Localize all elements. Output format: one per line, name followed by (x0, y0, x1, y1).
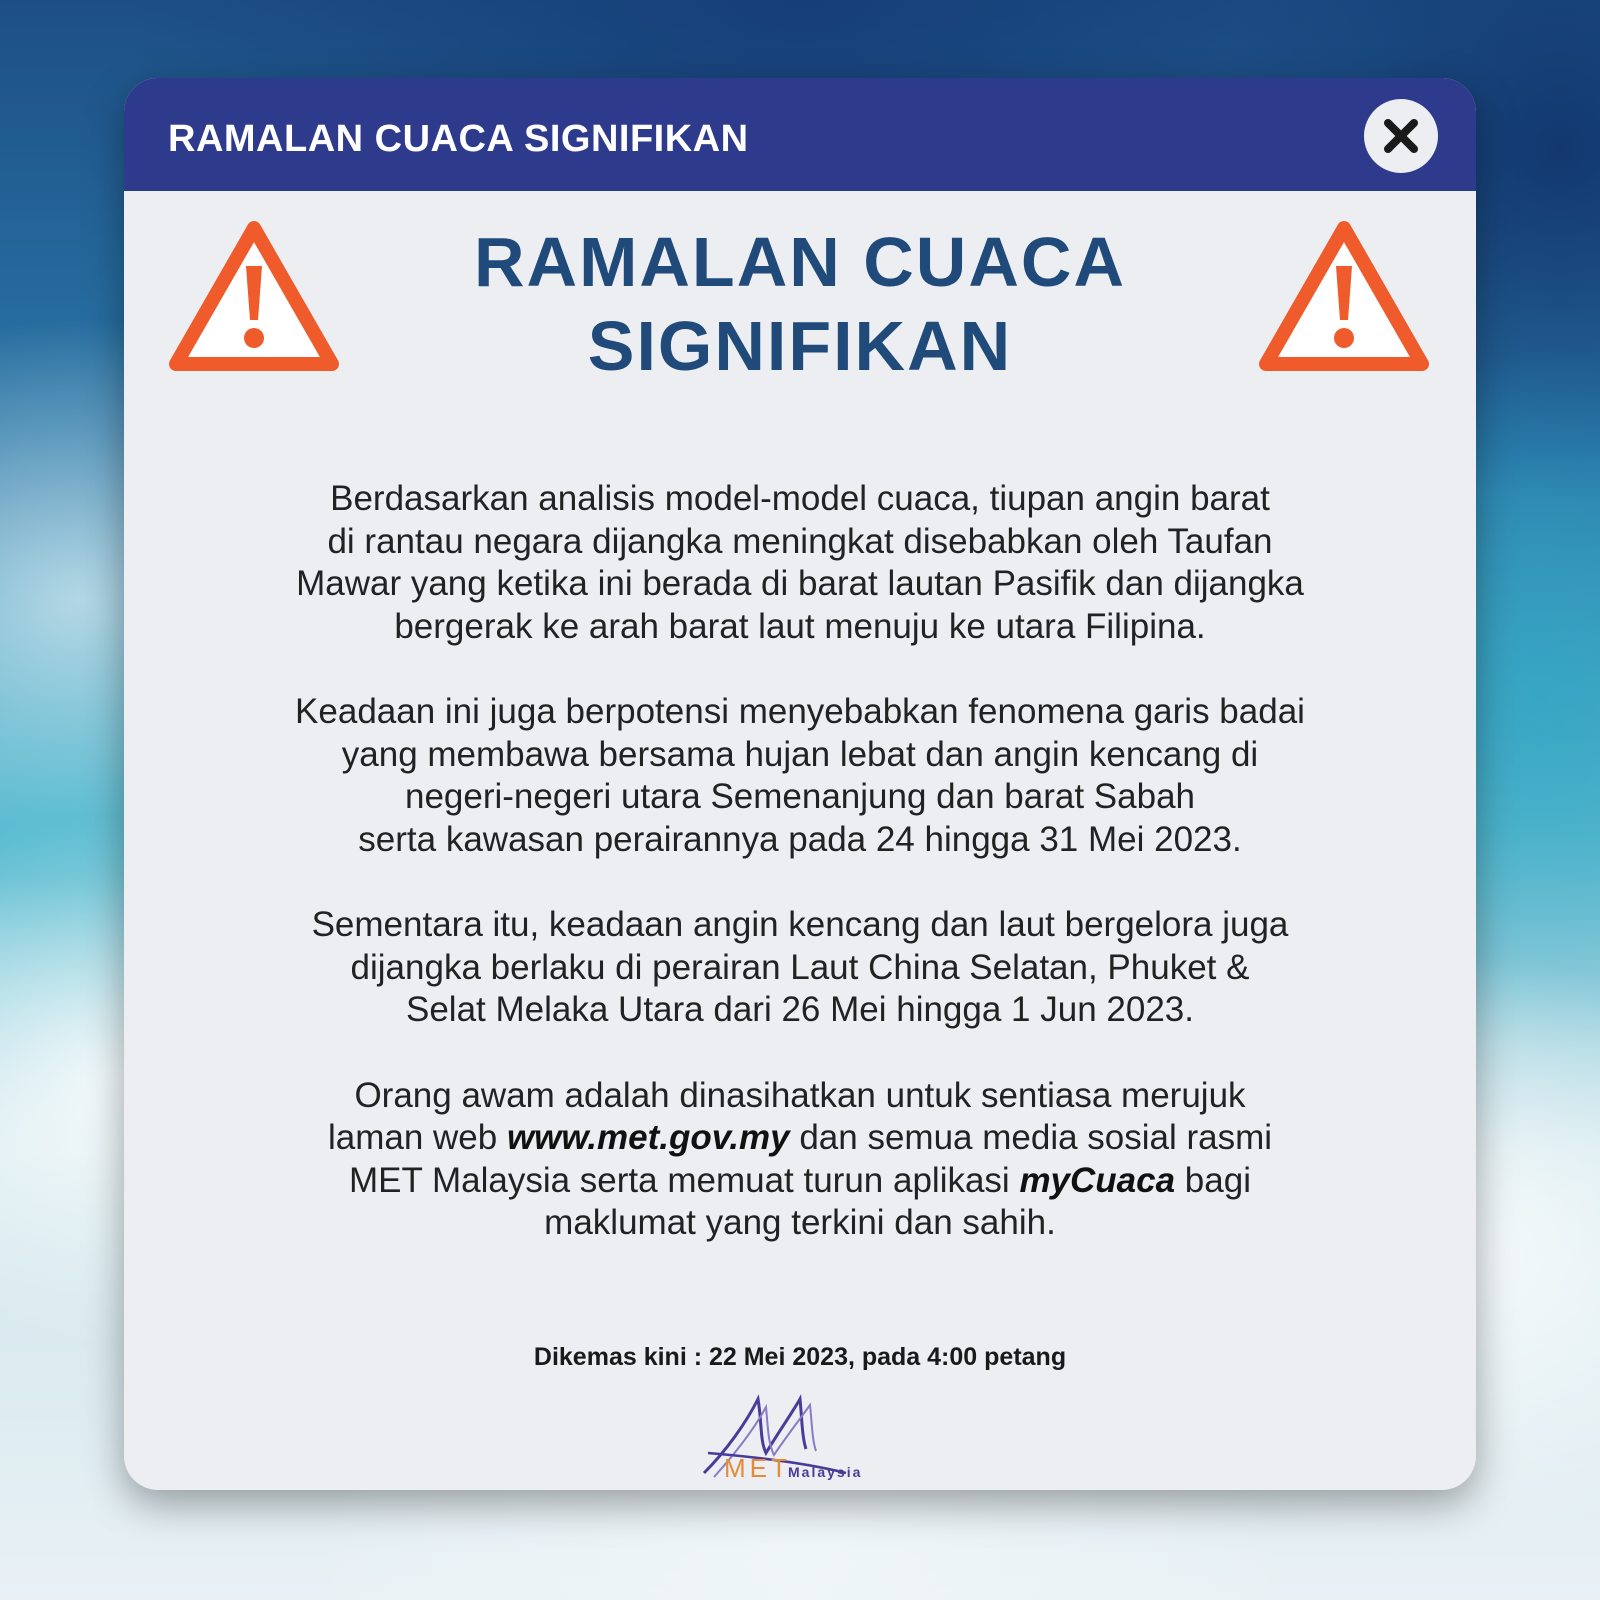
text-line: Sementara itu, keadaan angin kencang dan laut bergelora juga (311, 905, 1289, 944)
advisory-paragraph-2 (184, 691, 1416, 861)
text-line (184, 1117, 1416, 1160)
text-line: bergerak ke arah barat laut menuju ke utara Filipina. (394, 606, 1206, 646)
page-title-line: SIGNIFIKAN (587, 307, 1013, 385)
page-title (324, 220, 1276, 388)
advisory-body (184, 478, 1416, 1288)
close-button[interactable] (1364, 99, 1438, 173)
last-updated-text: Dikemas kini : 22 Mei 2023, pada 4:00 petang (533, 1343, 1067, 1371)
text-fragment: dan semua media sosial rasmi (789, 1118, 1273, 1157)
advisory-paragraph-4 (184, 1075, 1416, 1245)
text-line: yang membawa bersama hujan lebat dan angin kencang di (341, 734, 1259, 774)
text-fragment: laman web (327, 1118, 507, 1157)
logo-text-country: Malaysia (788, 1464, 863, 1480)
text-line: negeri-negeri utara Semenanjung dan barat Sabah (404, 777, 1195, 816)
title-bar (124, 78, 1476, 191)
page-title-line: RAMALAN CUACA (473, 223, 1127, 301)
text-line: maklumat yang terkini dan sahih. (544, 1203, 1056, 1242)
advisory-paragraph-3 (184, 904, 1416, 1032)
app-name: myCuaca (1019, 1160, 1176, 1200)
warning-icon (1256, 216, 1432, 378)
text-line: Berdasarkan analisis model-model cuaca, tiupan angin barat (330, 479, 1270, 518)
text-line: serta kawasan perairannya pada 24 hingga 31 Mei 2023. (358, 819, 1242, 859)
text-line: Mawar yang ketika ini berada di barat lautan Pasifik dan dijangka (296, 564, 1304, 603)
text-line: Selat Melaka Utara dari 26 Mei hingga 1 Jun 2023. (406, 990, 1194, 1029)
met-malaysia-logo (696, 1393, 896, 1483)
text-fragment: bagi (1175, 1160, 1251, 1200)
text-fragment: MET Malaysia serta memuat turun aplikasi (349, 1160, 1020, 1200)
alert-dialog (124, 78, 1476, 1490)
close-icon (1364, 99, 1438, 173)
text-line: dijangka berlaku di perairan Laut China Selatan, Phuket & (350, 947, 1250, 987)
advisory-paragraph-1 (184, 478, 1416, 648)
window-title: RAMALAN CUACA SIGNIFIKAN (168, 118, 749, 160)
website-link[interactable]: www.met.gov.my (506, 1118, 790, 1157)
warning-icon (166, 216, 342, 378)
logo-text-met: MET (724, 1453, 791, 1483)
text-line: Keadaan ini juga berpotensi menyebabkan fenomena garis badai (295, 692, 1305, 731)
text-line (184, 1160, 1416, 1203)
text-line: di rantau negara dijangka meningkat disebabkan oleh Taufan (327, 521, 1273, 561)
text-line: Orang awam adalah dinasihatkan untuk sentiasa merujuk (354, 1075, 1246, 1115)
